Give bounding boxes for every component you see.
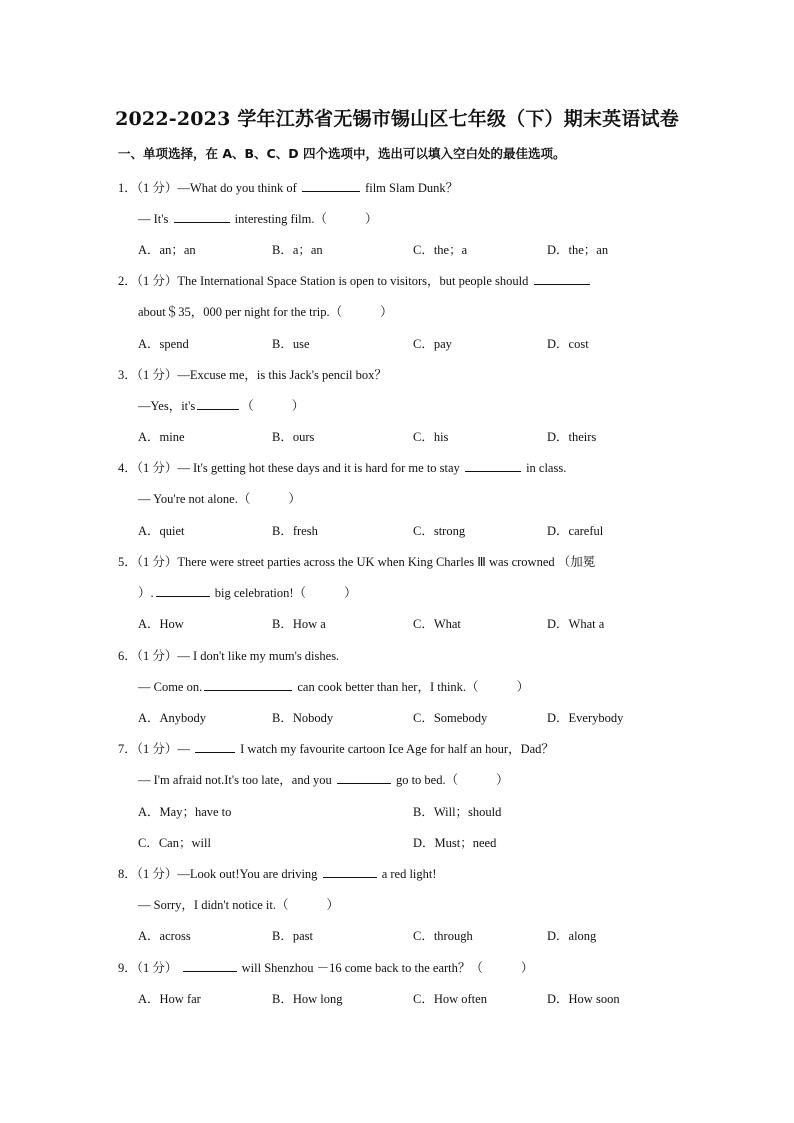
option-a[interactable]: A．Anybody xyxy=(138,711,207,725)
question-9 xyxy=(118,958,533,976)
question-text: —Excuse me，is this Jack's pencil box？ xyxy=(177,368,387,382)
question-text: The International Space Station is open to visitors，but people should xyxy=(177,274,529,288)
option-a[interactable]: A．quiet xyxy=(138,524,185,538)
question-text: I watch my favourite cartoon Ice Age for half an hour，Dad？ xyxy=(240,742,554,756)
question-3 xyxy=(118,365,387,383)
answer-blank xyxy=(174,210,230,223)
option-b[interactable]: B．Nobody xyxy=(272,711,334,725)
option-c[interactable]: C．Somebody xyxy=(413,711,488,725)
question-text: a red light! xyxy=(381,867,437,881)
question-text: （ xyxy=(241,399,254,413)
question-5 xyxy=(118,552,595,570)
question-text: about＄35，000 per night for the trip.（ xyxy=(138,305,343,319)
question-number: 5．（1 分） xyxy=(118,555,178,569)
question-number: 2．（1 分） xyxy=(118,274,178,288)
question-8-line2 xyxy=(138,895,339,913)
question-text: will Shenzhou －16 come back to the earth？（ xyxy=(241,961,483,975)
question-text: big celebration!（ xyxy=(214,586,307,600)
question-text: —Look out!You are driving xyxy=(177,867,318,881)
question-text: go to bed.（ xyxy=(395,773,459,787)
paren: ） xyxy=(365,212,378,226)
question-text: — Come on. xyxy=(138,680,203,694)
answer-blank xyxy=(465,459,521,472)
option-a[interactable]: A．How xyxy=(138,617,184,631)
question-8 xyxy=(118,864,437,882)
paren: ） xyxy=(344,586,357,600)
answer-blank xyxy=(156,584,210,597)
option-c[interactable]: C．How often xyxy=(413,992,487,1006)
option-b[interactable]: B．use xyxy=(272,337,310,351)
question-number: 8．（1 分） xyxy=(118,867,178,881)
question-4 xyxy=(118,458,566,476)
answer-blank xyxy=(195,740,235,753)
option-d[interactable]: D．theirs xyxy=(547,430,597,444)
option-d[interactable]: D．along xyxy=(547,929,597,943)
paren: ） xyxy=(516,680,530,694)
option-c[interactable]: C．pay xyxy=(413,337,452,351)
question-text: interesting film.（ xyxy=(234,212,327,226)
question-text: — I don't like my mum's dishes. xyxy=(177,649,340,663)
question-text: — I'm afraid not.It's too late，and you xyxy=(138,773,332,787)
question-text: ）. xyxy=(138,586,154,600)
option-b[interactable]: B．past xyxy=(272,929,313,943)
question-text: in class. xyxy=(526,461,567,475)
question-text: —Yes，it's xyxy=(138,399,196,413)
question-6-line2 xyxy=(138,677,529,695)
option-d[interactable]: D．cost xyxy=(547,337,589,351)
answer-blank xyxy=(183,959,237,972)
section-heading: 一、单项选择，在 A、B、C、D 四个选项中，选出可以填入空白处的最佳选项。 xyxy=(118,146,566,161)
answer-blank xyxy=(337,771,391,784)
question-number: 6．（1 分） xyxy=(118,649,178,663)
option-b[interactable]: B．fresh xyxy=(272,524,318,538)
option-b[interactable]: B．How a xyxy=(272,617,326,631)
option-d[interactable]: D．careful xyxy=(547,524,604,538)
question-text: film Slam Dunk？ xyxy=(365,181,459,195)
paren: ） xyxy=(288,492,301,506)
option-b[interactable]: B．ours xyxy=(272,430,315,444)
question-2-line2 xyxy=(138,302,393,320)
answer-blank xyxy=(197,397,239,410)
paren: ） xyxy=(496,773,509,787)
answer-blank xyxy=(302,179,360,192)
question-1-line2 xyxy=(138,209,378,227)
paren: ） xyxy=(291,399,305,413)
option-a[interactable]: A．an；an xyxy=(138,243,196,257)
option-a[interactable]: A．across xyxy=(138,929,191,943)
option-c[interactable]: C．through xyxy=(413,929,473,943)
question-3-line2 xyxy=(138,396,304,414)
answer-blank xyxy=(204,678,292,691)
paren: ） xyxy=(380,305,393,319)
question-4-line2 xyxy=(138,489,301,507)
question-text: — It's xyxy=(138,212,169,226)
option-c[interactable]: C．the；a xyxy=(413,243,468,257)
option-c[interactable]: C．Can；will xyxy=(138,836,211,850)
option-d[interactable]: D．How soon xyxy=(547,992,620,1006)
option-a[interactable]: A．May；have to xyxy=(138,805,232,819)
option-b[interactable]: B．How long xyxy=(272,992,343,1006)
question-number: 7．（1 分） xyxy=(118,742,178,756)
question-text: — xyxy=(177,742,190,756)
paren: ） xyxy=(520,961,534,975)
question-5-line2 xyxy=(138,583,357,601)
option-a[interactable]: A．mine xyxy=(138,430,185,444)
question-text: — Sorry，I didn't notice it.（ xyxy=(138,898,289,912)
question-number: 3．（1 分） xyxy=(118,368,178,382)
question-text: — It's getting hot these days and it is hard for me to stay xyxy=(177,461,460,475)
option-d[interactable]: D．the；an xyxy=(547,243,609,257)
question-1 xyxy=(118,178,458,196)
option-c[interactable]: C．his xyxy=(413,430,449,444)
option-c[interactable]: C．What xyxy=(413,617,461,631)
question-7 xyxy=(118,739,554,757)
option-b[interactable]: B．a；an xyxy=(272,243,323,257)
question-number: 9．（1 分） xyxy=(118,961,178,975)
question-text: —What do you think of xyxy=(177,181,297,195)
option-b[interactable]: B．Will；should xyxy=(413,805,502,819)
option-a[interactable]: A．spend xyxy=(138,337,189,351)
page-title: 2022-2023 学年江苏省无锡市锡山区七年级（下）期末英语试卷 xyxy=(115,108,679,130)
question-text: There were street parties across the UK when King Charles Ⅲ was crowned （加冕 xyxy=(177,555,596,569)
question-6 xyxy=(118,646,339,664)
question-number: 1．（1 分） xyxy=(118,181,178,195)
paren: ） xyxy=(326,898,340,912)
option-c[interactable]: C．strong xyxy=(413,524,466,538)
question-2 xyxy=(118,271,592,289)
option-d[interactable]: D．Must；need xyxy=(413,836,497,850)
option-d[interactable]: D．Everybody xyxy=(547,711,624,725)
question-number: 4．（1 分） xyxy=(118,461,178,475)
answer-blank xyxy=(323,865,377,878)
question-text: — You're not alone.（ xyxy=(138,492,251,506)
answer-blank xyxy=(534,272,590,285)
question-text: can cook better than her，I think.（ xyxy=(297,680,479,694)
option-d[interactable]: D．What a xyxy=(547,617,605,631)
question-7-line2 xyxy=(138,770,509,788)
option-a[interactable]: A．How far xyxy=(138,992,201,1006)
